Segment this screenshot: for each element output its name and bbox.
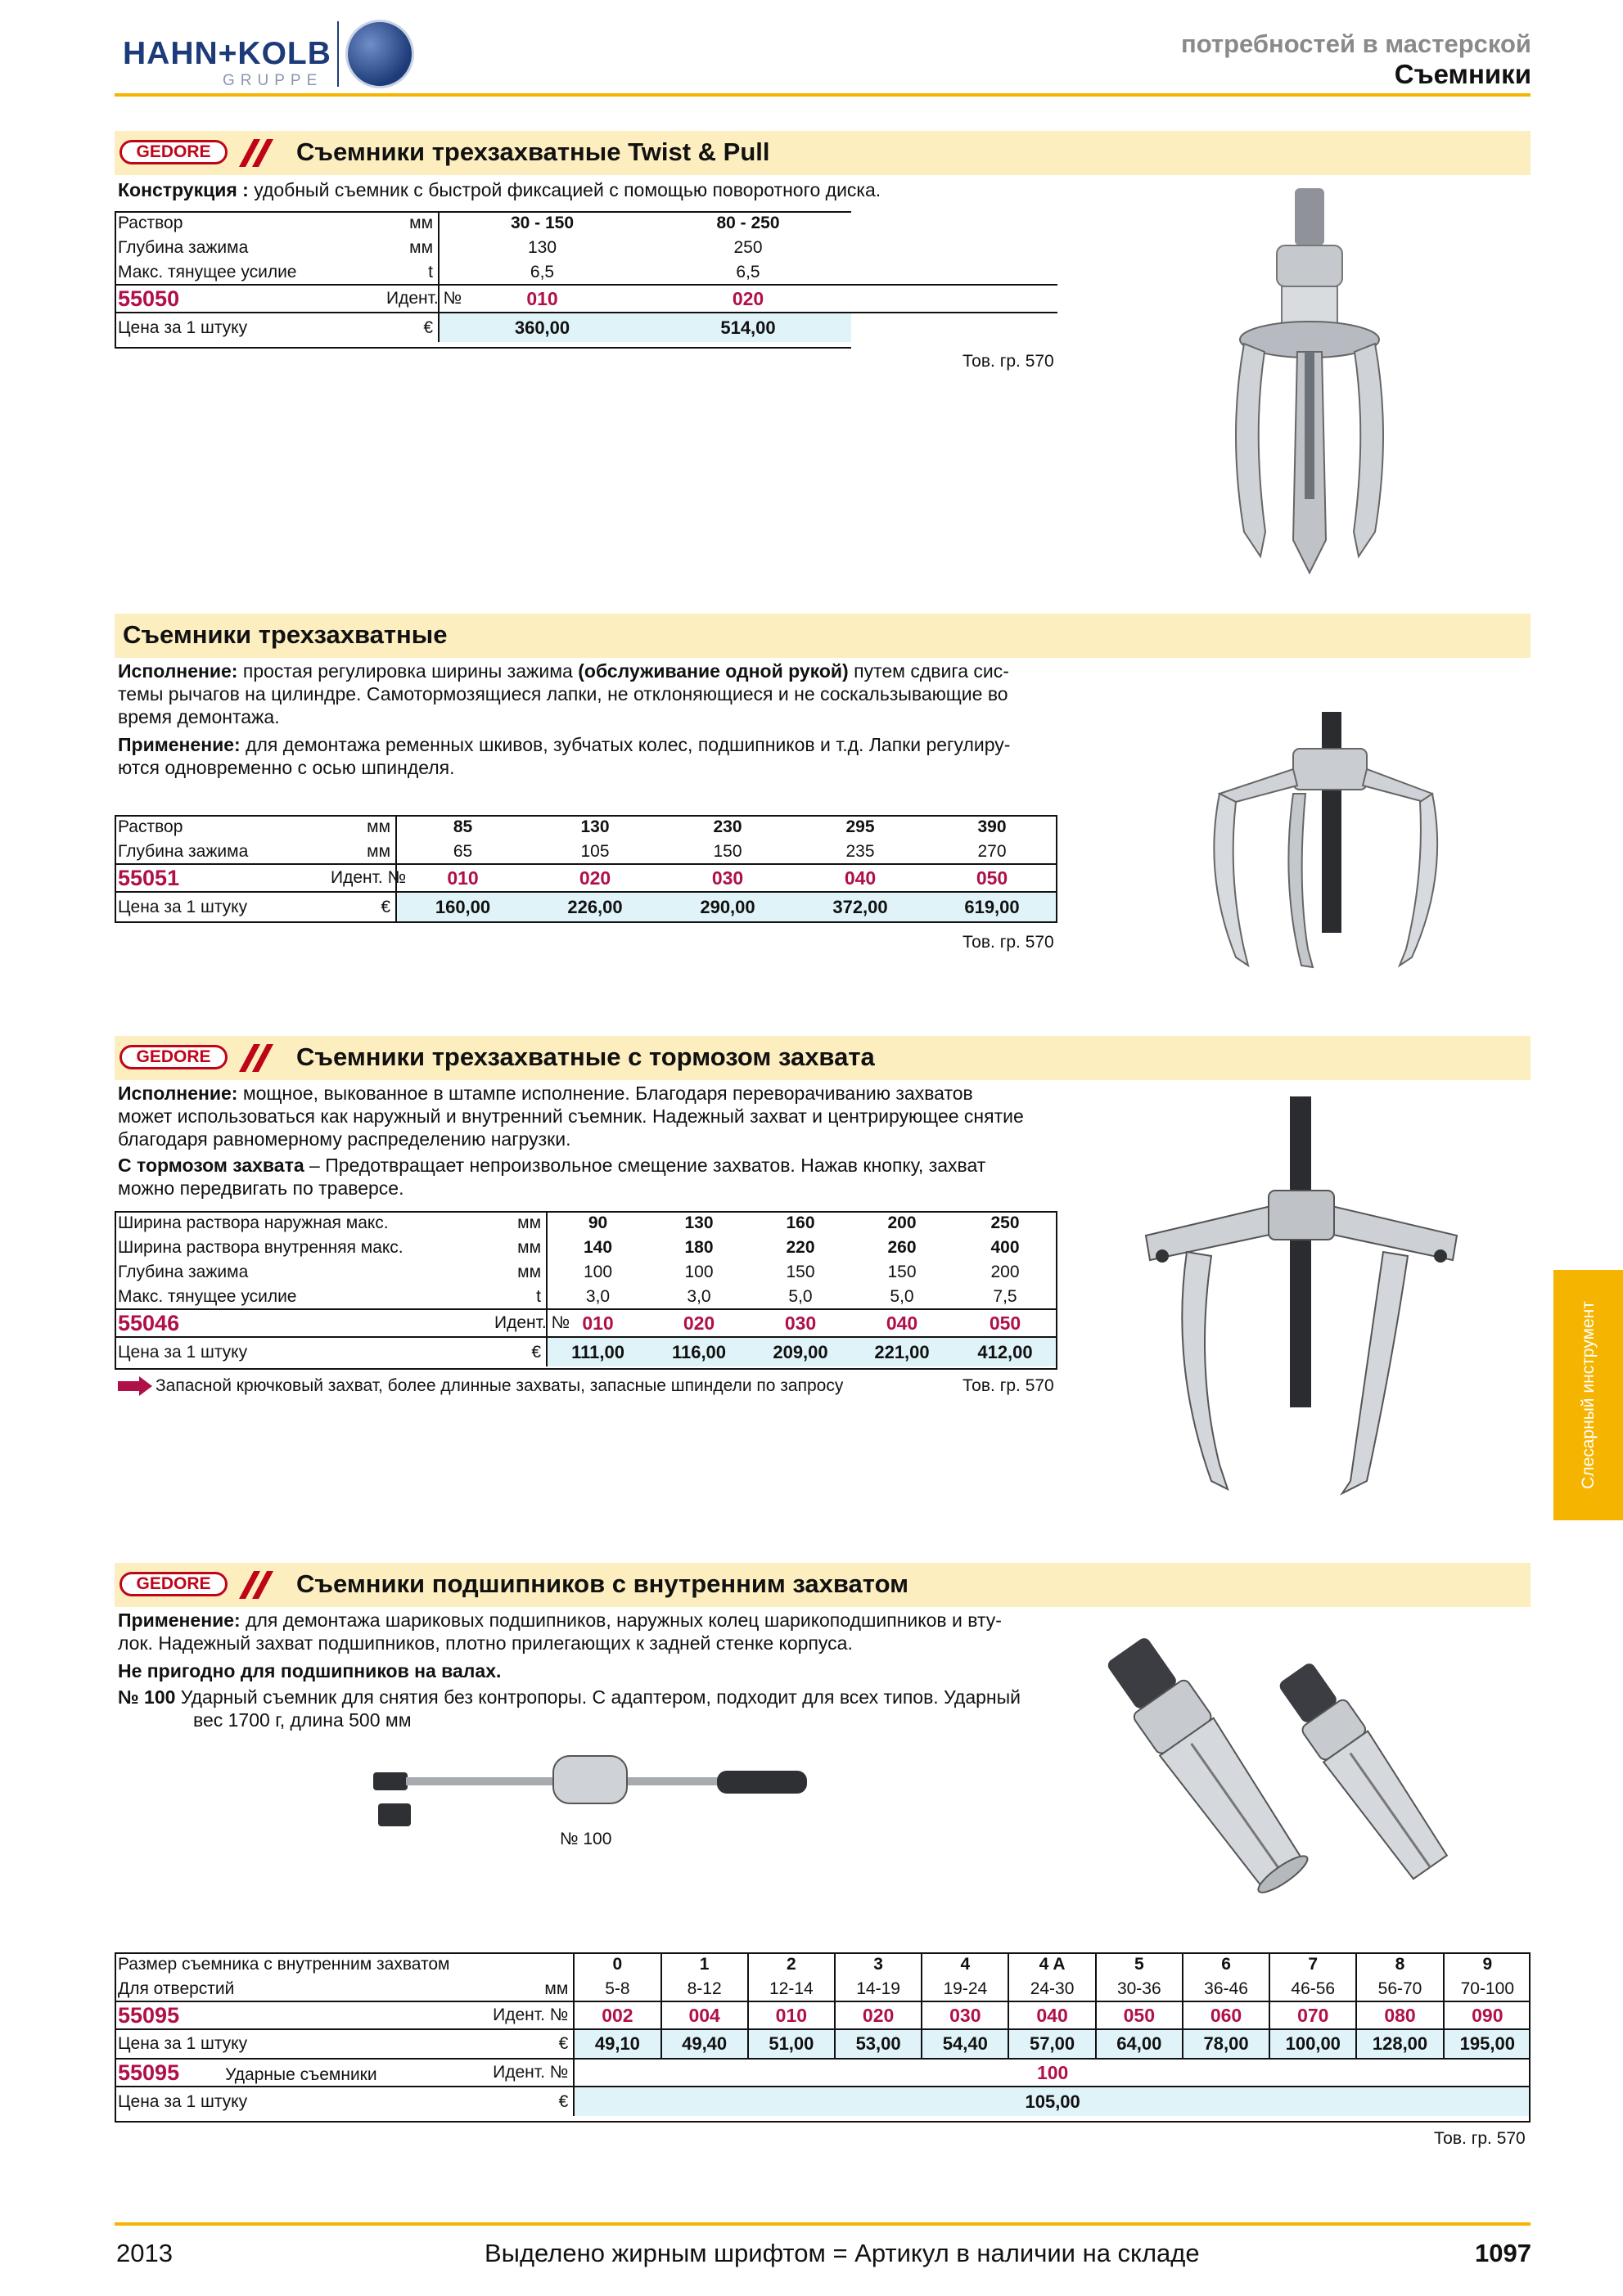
price-cell: 221,00 [851, 1337, 953, 1366]
table-cell: 150 [713, 841, 742, 861]
row-unit: мм [409, 238, 433, 257]
section-description: Применение: для демонтажа шариковых подшипников, наружных колец шарикоподшипников и вту- лок. Надежный захват подшипников, плотно прилегающих к задней стенке корпуса. Не пригодно для подшипников на валах. № 100 Ударный съемник для снятия без контропоры. С адаптером, подходит для всех типов. Ударный вес 1700 г, длина 500 мм [118, 1609, 1021, 1731]
table-cell: 260 [887, 1238, 917, 1257]
row-unit: мм [544, 1979, 569, 1998]
ident-label: Идент. № [383, 285, 439, 313]
ident-label: Идент. № [466, 2001, 574, 2029]
price-label: Цена за 1 штуку [115, 2087, 466, 2116]
row-label: Глубина зажима [118, 841, 249, 861]
page-number: 1097 [1475, 2239, 1531, 2267]
price-cell: 54,40 [922, 2029, 1008, 2059]
table-cell: 100 [547, 1260, 648, 1285]
table-cell: 36-46 [1183, 1977, 1269, 2001]
arrow-right-icon [118, 1376, 152, 1396]
table-cell: 30 - 150 [439, 211, 645, 236]
table-cell: 4 A [1008, 1952, 1095, 1977]
row-label: Раствор [118, 214, 183, 232]
brand-slashes-icon [236, 1569, 277, 1600]
table-cell: 85 [396, 815, 529, 840]
row-label: Ширина раствора наружная макс. [118, 1213, 389, 1232]
section-title: Съемники [1394, 59, 1531, 89]
price-cell: 78,00 [1183, 2029, 1269, 2059]
section-band [115, 614, 1531, 658]
ident-code: 050 [1096, 2001, 1183, 2029]
table-cell: 5 [1096, 1952, 1183, 1977]
table-cell: 230 [713, 817, 742, 836]
twist-pull-puller-image [1220, 188, 1400, 581]
chapter-tab[interactable]: Слесарный инструмент [1553, 1270, 1623, 1520]
table-cell: 100 [684, 1263, 714, 1281]
table-cell: 400 [990, 1238, 1020, 1257]
table-cell: 270 [977, 841, 1007, 861]
table-cell: 6,5 [736, 262, 760, 281]
brand-subtitle: GRUPPE [223, 72, 323, 89]
product-group: Тов. гр. 570 [963, 933, 1054, 952]
header-rule [115, 93, 1531, 97]
ident-code: 010 [396, 864, 529, 892]
brand-name: HAHN+KOLB [123, 36, 331, 71]
price-label: Цена за 1 штуку [115, 2029, 466, 2059]
section-title: Съемники подшипников с внутренним захватом [296, 1569, 909, 1598]
table-cell: 19-24 [922, 1977, 1008, 2001]
section-band [115, 1563, 1531, 1607]
section-subtitle: потребностей в мастерской [1181, 29, 1531, 58]
price-cell: 290,00 [661, 892, 794, 921]
table-cell: 30-36 [1096, 1977, 1183, 2001]
ident-label: Идент. № [466, 2059, 574, 2087]
row-unit: мм [517, 1238, 541, 1257]
price-label: Цена за 1 штуку [115, 1337, 491, 1366]
gedore-logo: GEDORE [119, 1045, 228, 1069]
table-cell: 200 [887, 1213, 917, 1232]
ident-code: 020 [529, 864, 661, 892]
price-cell: 209,00 [750, 1337, 851, 1366]
price-cell: 128,00 [1356, 2029, 1443, 2059]
hk-badge-icon [345, 20, 414, 88]
ident-code: 010 [439, 285, 645, 313]
price-cell: 111,00 [547, 1337, 648, 1366]
price-label: Цена за 1 штуку [115, 313, 383, 342]
table-cell: 295 [845, 817, 875, 836]
table-cell: 390 [977, 817, 1007, 836]
ident-code: 040 [851, 1309, 953, 1337]
row-unit: мм [367, 841, 390, 861]
price-cell: 514,00 [645, 313, 851, 342]
currency: € [491, 1337, 547, 1366]
section-band [115, 131, 1531, 175]
table-cell: 9 [1444, 1952, 1531, 1977]
table-cell: 6 [1183, 1952, 1269, 1977]
ident-code: 020 [645, 285, 851, 313]
price-cell: 100,00 [1269, 2029, 1356, 2059]
table-cell: 56-70 [1356, 1977, 1443, 2001]
table-border [115, 815, 1057, 923]
price-cell: 160,00 [396, 892, 529, 921]
row-unit: мм [367, 817, 390, 836]
three-jaw-puller-image [1203, 712, 1449, 974]
ident-code: 010 [748, 2001, 835, 2029]
two-jaw-puller-image [1138, 1096, 1465, 1506]
table-cell: 1 [661, 1952, 748, 1977]
table-cell: 90 [547, 1211, 648, 1236]
row-unit: t [428, 262, 433, 281]
section-description: Исполнение: мощное, выкованное в штампе исполнение. Благодаря переворачиванию захватов может использоваться как наружный и внутренний съемник. Надежный захват и центрирующее снятие благодаря равномерному распределению нагрузки. С тормозом захвата – Предотвращает непроизвольное смещение захватов. Нажав кнопку, захват можно передвигать по траверсе. [118, 1083, 1024, 1199]
ident-code: 020 [648, 1309, 750, 1337]
row-unit: мм [517, 1213, 541, 1232]
table-cell: 4 [922, 1952, 1008, 1977]
table-cell: 70-100 [1444, 1977, 1531, 2001]
table-cell: 5,0 [788, 1286, 813, 1306]
table-cell: 140 [547, 1236, 648, 1260]
ident-code: 030 [922, 2001, 1008, 2029]
ident-code: 050 [926, 864, 1057, 892]
slide-hammer-image [373, 1748, 807, 1830]
table-cell: 5,0 [890, 1286, 914, 1306]
article-number: 55050 [115, 285, 383, 313]
table-cell: 46-56 [1269, 1977, 1356, 2001]
article-number: 55095 [115, 2001, 466, 2029]
row-unit: мм [409, 214, 433, 232]
ident-code: 010 [547, 1309, 648, 1337]
table-cell: 12-14 [748, 1977, 835, 2001]
ident-code: 070 [1269, 2001, 1356, 2029]
row-label: Макс. тянущее усилие [118, 1286, 297, 1306]
table-cell: 130 [439, 236, 645, 260]
price-cell: 64,00 [1096, 2029, 1183, 2059]
table-cell: 6,5 [439, 260, 645, 285]
footer-rule [115, 2222, 1531, 2226]
ident-code: 040 [794, 864, 926, 892]
table-cell: 3,0 [687, 1286, 711, 1306]
ident-code: 020 [835, 2001, 922, 2029]
table-cell: 130 [684, 1213, 714, 1232]
row-label: Глубина зажима [118, 1263, 249, 1281]
table-cell: 3,0 [547, 1285, 648, 1309]
table-border [115, 1211, 1057, 1370]
table-cell: 150 [786, 1263, 815, 1281]
section-description: Конструкция : удобный съемник с быстрой фиксацией с помощью поворотного диска. [118, 179, 881, 200]
section-description: Исполнение: простая регулировка ширины зажима (обслуживание одной рукой) путем сдвига сис- темы рычагов на цилиндре. Самотормозящиеся лапки, не отклоняющиеся и не соскальзывающие во время демонтажа. Применение: для демонтажа ременных шкивов, зубчатых колес, подшипников и т.д. Лапки регулиру- ются одновременно с осью шпинделя. [118, 660, 1011, 778]
price-cell: 226,00 [529, 892, 661, 921]
ident-label: Идент. № [327, 864, 396, 892]
table-cell: 8-12 [661, 1977, 748, 2001]
row-label: Размер съемника с внутренним захватом [118, 1955, 450, 1974]
currency: € [466, 2087, 574, 2116]
ident-code: 050 [953, 1309, 1057, 1337]
article-number: 55046 [115, 1309, 491, 1337]
product-group: Тов. гр. 570 [1434, 2129, 1526, 2148]
ident-code: 060 [1183, 2001, 1269, 2029]
section-title: Съемники трехзахватные с тормозом захвата [296, 1042, 875, 1071]
article-number: 55095 Ударные съемники [115, 2059, 466, 2087]
extra-item-label: Ударные съемники [225, 2064, 377, 2084]
footer-note: Выделено жирным шрифтом = Артикул в наличии на складе [485, 2239, 1200, 2267]
row-unit: t [536, 1286, 541, 1306]
article-number: 55051 [115, 864, 327, 892]
product-group: Тов. гр. 570 [963, 1376, 1054, 1395]
table-cell: 150 [887, 1263, 917, 1281]
table-cell: 80 - 250 [716, 214, 780, 232]
price-cell: 619,00 [926, 892, 1057, 921]
table-cell: 8 [1356, 1952, 1443, 1977]
ident-code: 002 [574, 2001, 660, 2029]
brand-slashes-icon [236, 1042, 277, 1074]
row-unit: мм [517, 1263, 541, 1281]
price-cell: 57,00 [1008, 2029, 1095, 2059]
price-cell: 412,00 [953, 1337, 1057, 1366]
ident-code: 030 [750, 1309, 851, 1337]
price-cell: 372,00 [794, 892, 926, 921]
table-cell: 7,5 [993, 1286, 1017, 1306]
logo-divider [337, 21, 339, 87]
internal-bearing-puller-image [1080, 1620, 1522, 1915]
ident-label: Идент. № [491, 1309, 547, 1337]
row-label: Раствор [118, 817, 183, 836]
table-cell: 130 [580, 817, 610, 836]
table-cell: 0 [574, 1952, 660, 1977]
row-label: Глубина зажима [118, 238, 249, 257]
price-cell: 116,00 [648, 1337, 750, 1366]
price-label: Цена за 1 штуку [115, 892, 327, 921]
table-cell: 200 [990, 1263, 1020, 1281]
ident-code: 090 [1444, 2001, 1531, 2029]
table-cell: 14-19 [835, 1977, 922, 2001]
price-cell: 360,00 [439, 313, 645, 342]
table-cell: 180 [684, 1238, 714, 1257]
row-label: Ширина раствора внутренняя макс. [118, 1238, 403, 1257]
section-title: Съемники трехзахватные Twist & Pull [296, 137, 770, 166]
currency: € [383, 313, 439, 342]
price-cell: 195,00 [1444, 2029, 1531, 2059]
table-cell: 105 [580, 841, 610, 861]
ident-code: 030 [661, 864, 794, 892]
table-cell: 3 [835, 1952, 922, 1977]
price-cell: 105,00 [574, 2087, 1531, 2116]
gedore-logo: GEDORE [119, 1572, 228, 1596]
table-cell: 235 [845, 841, 875, 861]
table-cell: 250 [990, 1213, 1020, 1232]
product-group: Тов. гр. 570 [963, 352, 1054, 371]
price-cell: 53,00 [835, 2029, 922, 2059]
table-note: Запасной крючковый захват, более длинные захваты, запасные шпиндели по запросу [156, 1376, 844, 1395]
price-cell: 49,10 [574, 2029, 660, 2059]
table-cell: 7 [1269, 1952, 1356, 1977]
currency: € [466, 2029, 574, 2059]
currency: € [327, 892, 396, 921]
price-cell: 51,00 [748, 2029, 835, 2059]
brand-slashes-icon [236, 137, 277, 169]
price-cell: 49,40 [661, 2029, 748, 2059]
ident-code: 100 [574, 2059, 1531, 2087]
table-cell: 5-8 [574, 1977, 660, 2001]
gedore-logo: GEDORE [119, 140, 228, 164]
table-cell: 2 [748, 1952, 835, 1977]
table-cell: 65 [396, 840, 529, 864]
section-band [115, 1036, 1531, 1080]
table-cell: 24-30 [1008, 1977, 1095, 2001]
image-caption: № 100 [560, 1830, 612, 1848]
section-title: Съемники трехзахватные [123, 620, 448, 649]
footer-year: 2013 [116, 2239, 173, 2267]
row-label: Для отверстий [118, 1979, 235, 1998]
ident-code: 040 [1008, 2001, 1095, 2029]
table-cell: 160 [786, 1213, 815, 1232]
ident-code: 080 [1356, 2001, 1443, 2029]
table-cell: 220 [786, 1238, 815, 1257]
row-label: Макс. тянущее усилие [118, 262, 297, 281]
table-cell: 250 [733, 238, 763, 257]
ident-code: 004 [661, 2001, 748, 2029]
table-border [115, 1952, 1531, 2123]
